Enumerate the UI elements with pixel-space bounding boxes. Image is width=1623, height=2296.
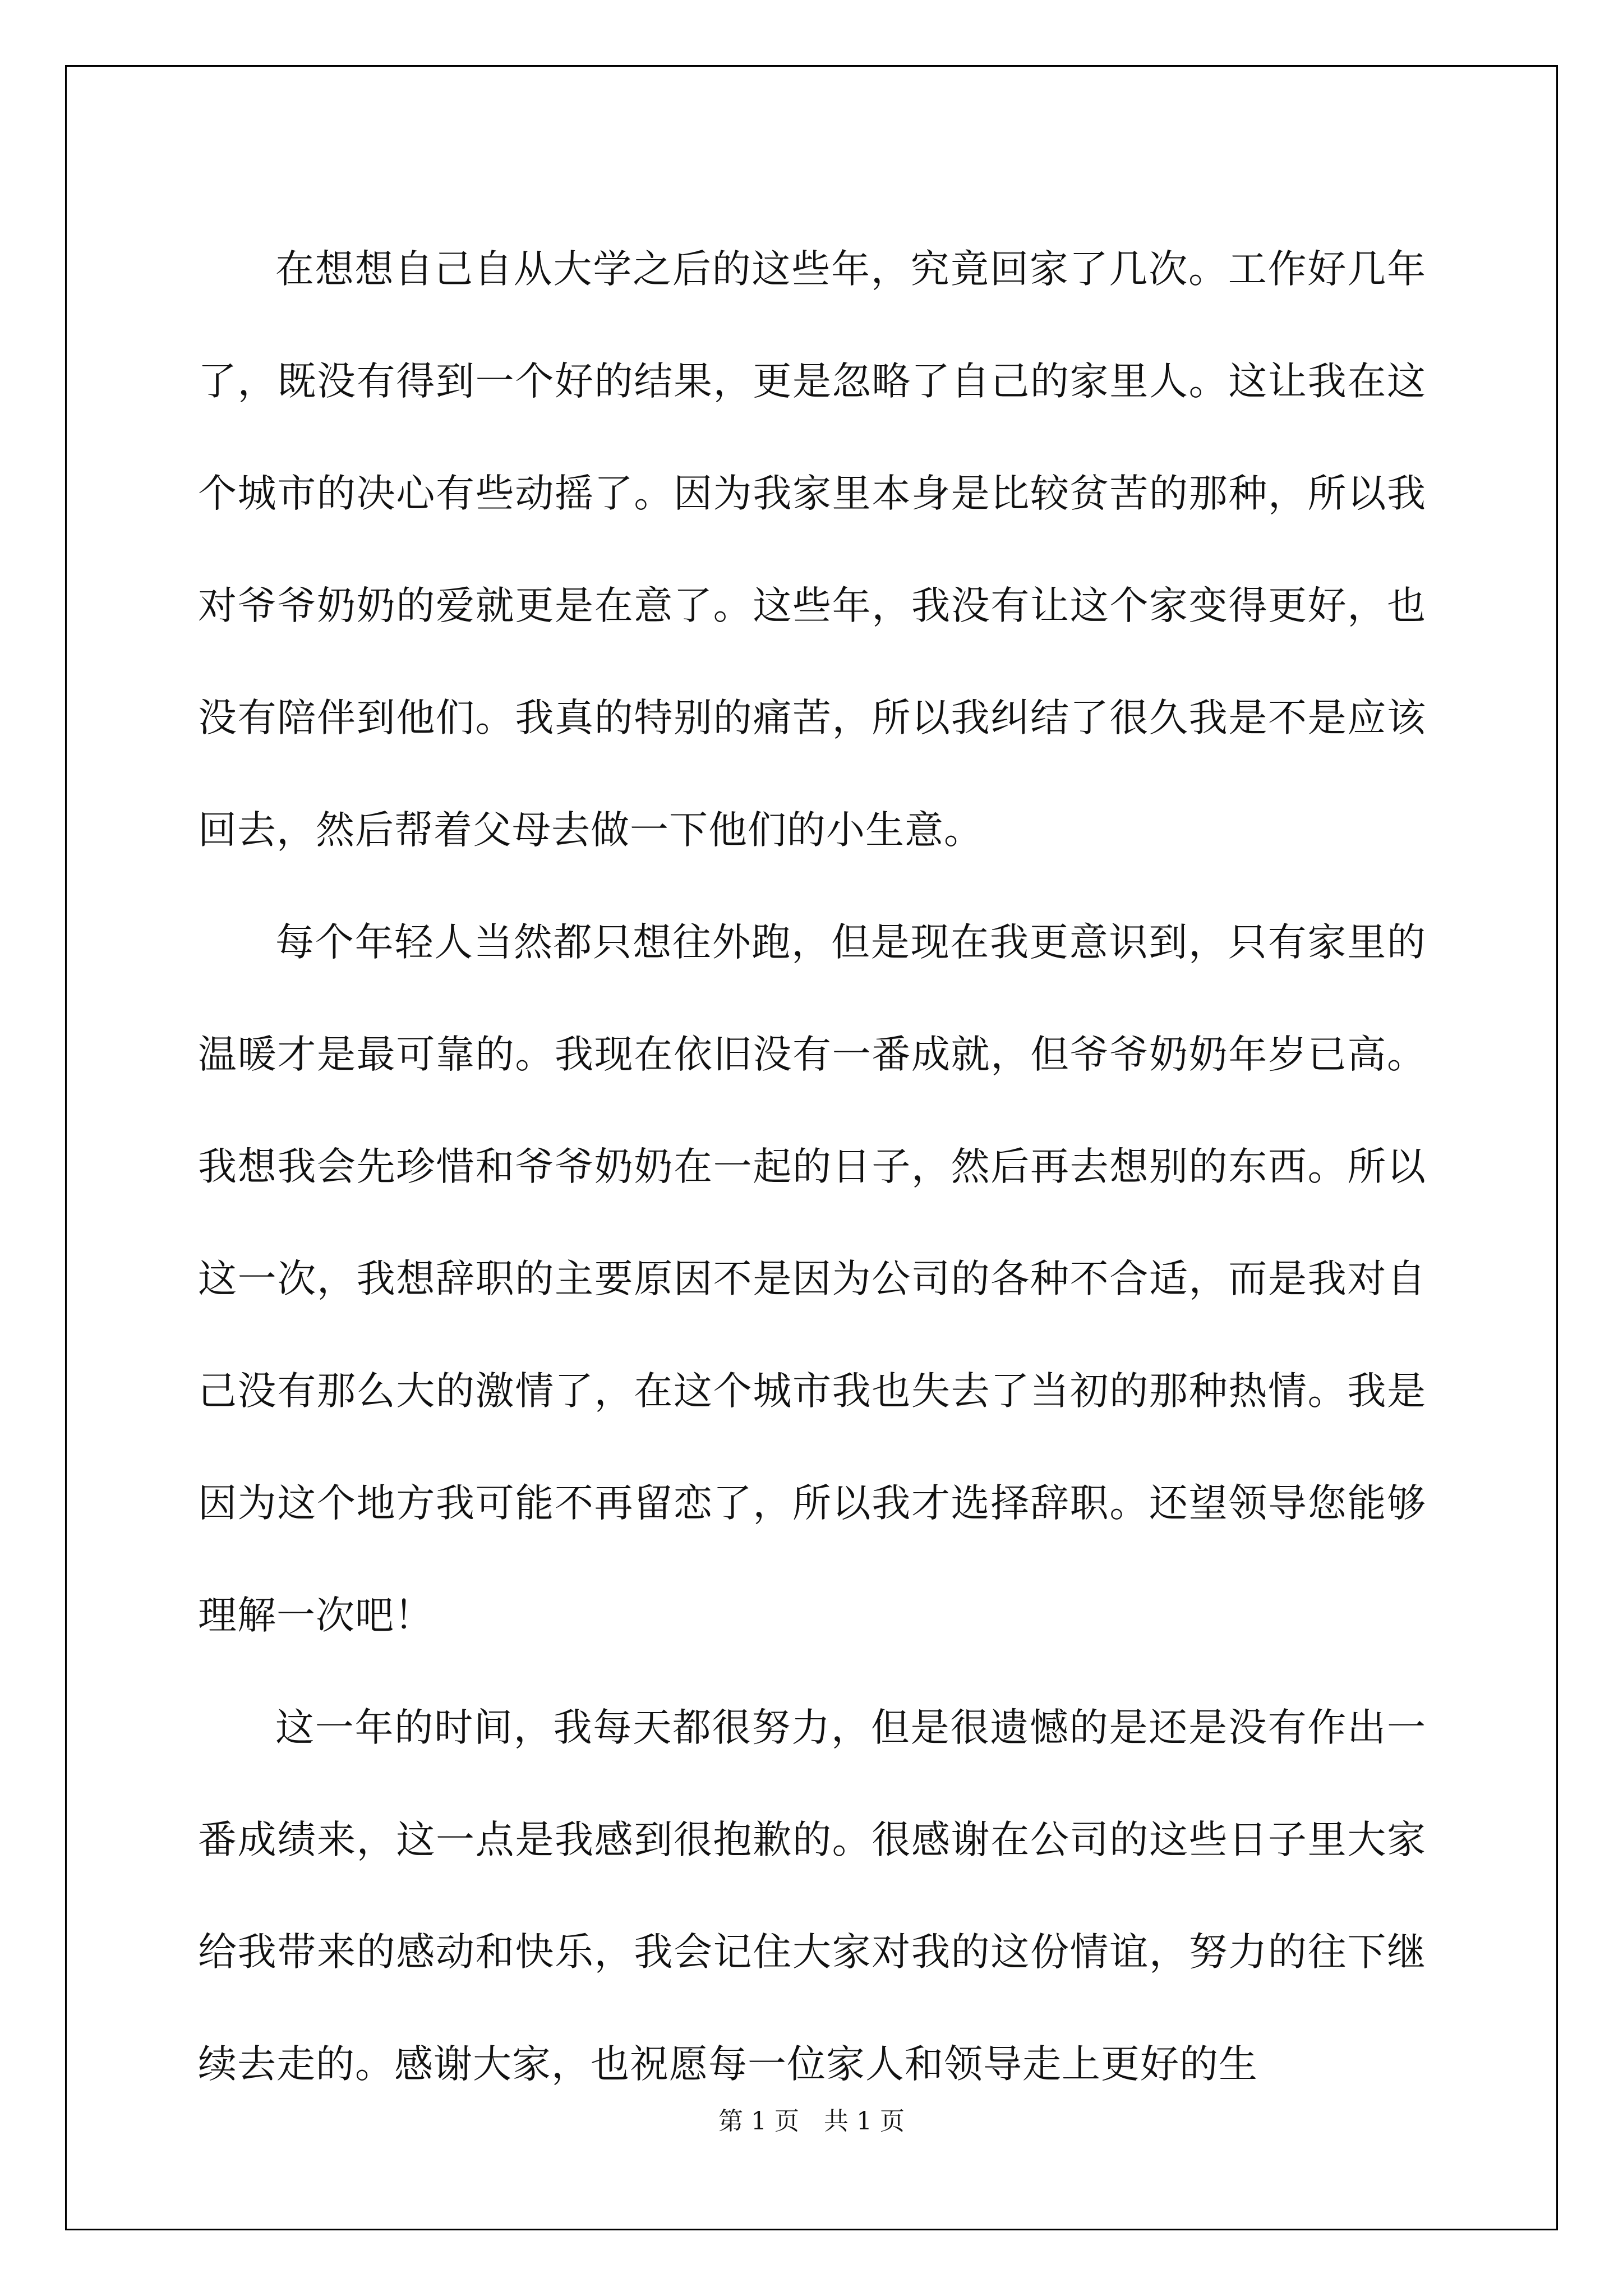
document-body bbox=[198, 213, 1426, 2120]
paragraph-3: 这一年的时间，我每天都很努力，但是很遗憾的是还是没有作出一番成绩来，这一点是我感到很抱歉的。很感谢在公司的这些日子里大家给我带来的感动和快乐，我会记住大家对我的这份情谊，努力的往下继续去走的。感谢大家，也祝愿每一位家人和领导走上更好的生 bbox=[198, 1705, 1426, 2087]
page-footer: 第 1 页 共 1 页 bbox=[718, 2107, 905, 2136]
paragraph-2: 每个年轻人当然都只想往外跑，但是现在我更意识到，只有家里的温暖才是最可靠的。我现在依旧没有一番成就，但爷爷奶奶年岁已高。我想我会先珍惜和爷爷奶奶在一起的日子，然后再去想别的东西。所以这一次，我想辞职的主要原因不是因为公司的各种不合适，而是我对自己没有那么大的激情了，在这个城市我也失去了当初的那种热情。我是因为这个地方我可能不再留恋了，所以我才选择辞职。还望领导您能够理解一次吧！ bbox=[198, 920, 1426, 1638]
paragraph-1: 在想想自己自从大学之后的这些年，究竟回家了几次。工作好几年了，既没有得到一个好的结果，更是忽略了自己的家里人。这让我在这个城市的决心有些动摇了。因为我家里本身是比较贫苦的那种，所以我对爷爷奶奶的爱就更是在意了。这些年，我没有让这个家变得更好，也没有陪伴到他们。我真的特别的痛苦，所以我纠结了很久我是不是应该回去，然后帮着父母去做一下他们的小生意。 bbox=[198, 247, 1426, 853]
